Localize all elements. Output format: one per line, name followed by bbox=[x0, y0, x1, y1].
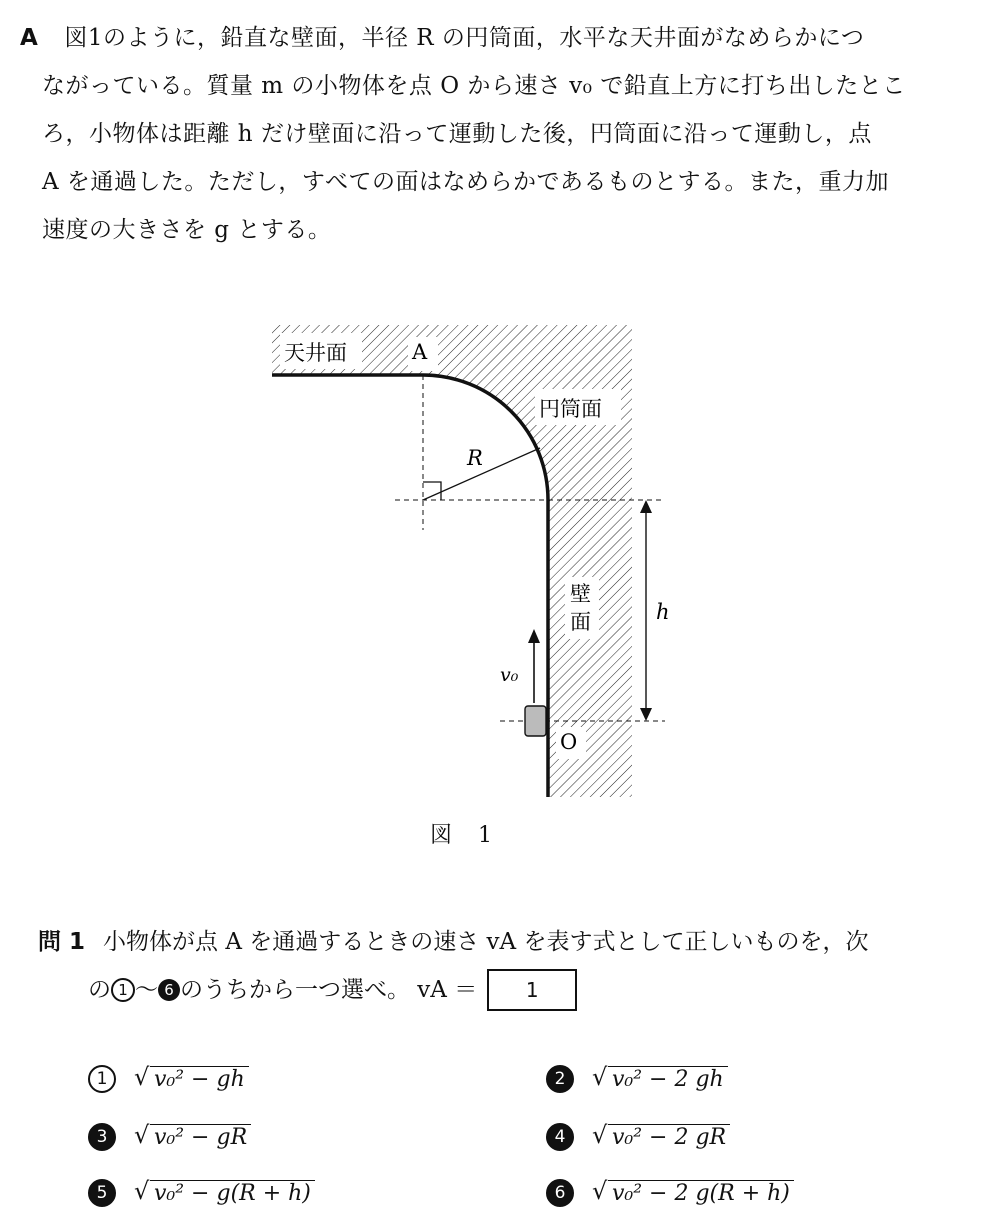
figure-caption: 図 1 bbox=[430, 823, 494, 848]
question-text-1: 小物体が点 A を通過するときの速さ vA を表す式として正しいものを，次 bbox=[103, 929, 869, 955]
intro-text-1: 図1のように，鉛直な壁面，半径 R の円筒面，水平な天井面がなめらかにつ bbox=[64, 25, 865, 51]
choice-4[interactable] bbox=[546, 1123, 730, 1151]
question-label: 問 1 bbox=[38, 929, 86, 955]
label-point-O: O bbox=[560, 730, 578, 754]
answer-box[interactable]: 1 bbox=[487, 969, 577, 1011]
question-1 bbox=[38, 918, 968, 1014]
intro-line-1 bbox=[20, 14, 965, 62]
h-arrow-head-top bbox=[640, 500, 652, 513]
small-object bbox=[525, 706, 546, 736]
problem-intro bbox=[20, 14, 965, 254]
question-text-2-suffix: のうちから一つ選べ。 vA ＝ bbox=[180, 977, 478, 1003]
range-separator: 〜 bbox=[135, 977, 158, 1003]
choice-5[interactable] bbox=[88, 1179, 315, 1207]
h-arrow-head-bottom bbox=[640, 708, 652, 721]
question-line-2 bbox=[38, 966, 968, 1014]
choice-6[interactable] bbox=[546, 1179, 794, 1207]
label-h: h bbox=[656, 600, 670, 624]
intro-line-4: A を通過した。ただし，すべての面はなめらかであるものとする。また，重力加 bbox=[42, 169, 889, 195]
intro-line-5: 速度の大きさを g とする。 bbox=[42, 217, 332, 243]
question-line-1 bbox=[38, 918, 968, 966]
label-point-A: A bbox=[412, 340, 428, 364]
label-wall-char-2: 面 bbox=[570, 610, 591, 634]
choice-formula: √ v₀² − gR bbox=[150, 1124, 251, 1150]
answer-choices bbox=[88, 1065, 948, 1225]
figure-1-diagram bbox=[260, 315, 670, 810]
label-v0: v₀ bbox=[500, 664, 519, 686]
section-label: A bbox=[20, 25, 39, 51]
intro-line-3: ろ，小物体は距離 h だけ壁面に沿って運動した後，円筒面に沿って運動し，点 bbox=[42, 121, 872, 147]
v0-arrow-head bbox=[528, 629, 540, 643]
choice-3[interactable] bbox=[88, 1123, 251, 1151]
question-text-2-prefix: の bbox=[88, 977, 111, 1003]
range-start-number: 1 bbox=[111, 978, 135, 1002]
intro-line-2: ながっている。質量 m の小物体を点 O から速さ v₀ で鉛直上方に打ち出したとこ bbox=[42, 73, 906, 99]
label-cylinder: 円筒面 bbox=[539, 397, 602, 421]
label-wall-char-1: 壁 bbox=[570, 582, 591, 606]
choice-formula: √ v₀² − 2 gh bbox=[608, 1066, 728, 1092]
choice-formula: √ v₀² − g(R + h) bbox=[150, 1180, 315, 1206]
choice-number: 3 bbox=[88, 1123, 116, 1151]
choice-number: 5 bbox=[88, 1179, 116, 1207]
choice-number: 2 bbox=[546, 1065, 574, 1093]
choice-2[interactable] bbox=[546, 1065, 728, 1093]
choice-number: 6 bbox=[546, 1179, 574, 1207]
choice-formula: √ v₀² − 2 g(R + h) bbox=[608, 1180, 794, 1206]
label-ceiling: 天井面 bbox=[284, 341, 347, 365]
right-angle-marker bbox=[423, 482, 441, 500]
choice-number: 4 bbox=[546, 1123, 574, 1151]
choice-1[interactable] bbox=[88, 1065, 249, 1093]
choice-formula: √ v₀² − gh bbox=[150, 1066, 249, 1092]
label-radius-R: R bbox=[467, 446, 483, 470]
surface-line bbox=[272, 375, 548, 797]
choice-formula: √ v₀² − 2 gR bbox=[608, 1124, 730, 1150]
choice-number: 1 bbox=[88, 1065, 116, 1093]
range-end-number: 6 bbox=[158, 979, 180, 1001]
